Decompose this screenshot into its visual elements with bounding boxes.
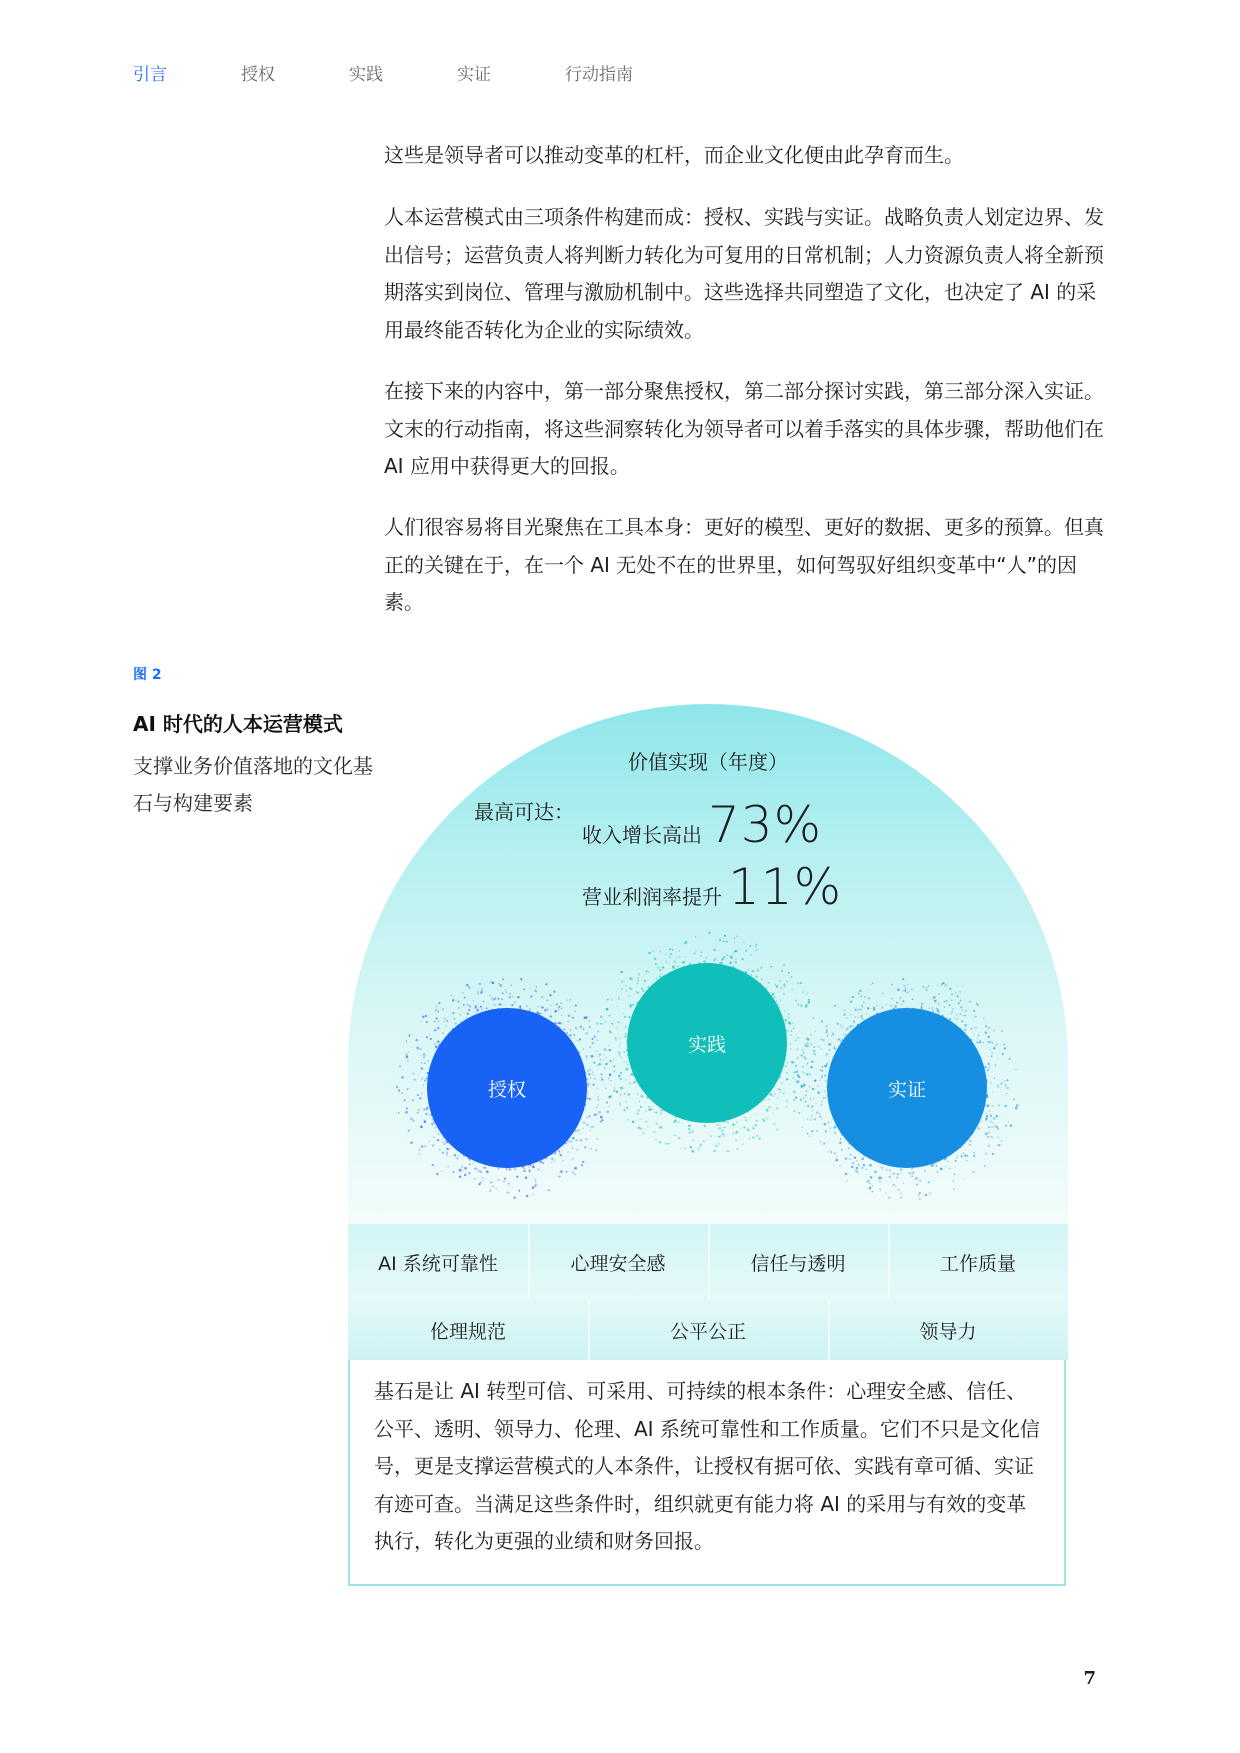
pillar-psychological-safety: 心理安全感 bbox=[528, 1224, 708, 1300]
circle-evidence: 实证 bbox=[827, 1008, 987, 1168]
metric-revenue bbox=[582, 796, 822, 854]
circle-practice: 实践 bbox=[627, 963, 787, 1123]
max-label: 最高可达： bbox=[474, 800, 574, 824]
foundation-note-text: 基石是让 AI 转型可信、可采用、可持续的根本条件：心理安全感、信任、公平、透明、领导力、伦理、AI 系统可靠性和工作质量。它们不只是文化信号，更是支撑运营模式的人本条件，让授权有据可依、实践有章可循、实证有迹可查。当满足这些条件时，组织就更有能力将 AI 的采用与有效的变革执行，转化为更强的业绩和财务回报。 bbox=[374, 1379, 1040, 1553]
nav-item-intro[interactable]: 引言 bbox=[133, 65, 167, 85]
figure-title: AI 时代的人本运营模式 bbox=[133, 712, 343, 736]
paragraph-3: 在接下来的内容中，第一部分聚焦授权，第二部分探讨实践，第三部分深入实证。文末的行动指南，将这些洞察转化为领导者可以着手落实的具体步骤，帮助他们在AI 应用中获得更大的回报。 bbox=[384, 379, 1104, 478]
metric-margin bbox=[582, 858, 842, 916]
paragraph-4: 人们很容易将目光聚焦在工具本身：更好的模型、更好的数据、更多的预算。但真正的关键在于，在一个 AI 无处不在的世界里，如何驾驭好组织变革中“人”的因素。 bbox=[384, 515, 1104, 614]
page-number: 7 bbox=[1083, 1668, 1096, 1689]
paragraph-2: 人本运营模式由三项条件构建而成：授权、实践与实证。战略负责人划定边界、发出信号；运营负责人将判断力转化为可复用的日常机制；人力资源负责人将全新预期落实到岗位、管理与激励机制中。这些选择共同塑造了文化，也决定了 AI 的采用最终能否转化为企业的实际绩效。 bbox=[384, 205, 1104, 342]
pillar-row-2 bbox=[348, 1300, 1068, 1360]
pillar-work-quality: 工作质量 bbox=[888, 1224, 1068, 1300]
figure-subtitle: 支撑业务价值落地的文化基石与构建要素 bbox=[133, 754, 373, 815]
metric-margin-label: 营业利润率提升 bbox=[582, 885, 722, 909]
pillar-leadership: 领导力 bbox=[828, 1300, 1068, 1360]
nav-item-evidence[interactable]: 实证 bbox=[457, 65, 491, 85]
pillar-ai-reliability: AI 系统可靠性 bbox=[378, 1252, 498, 1275]
nav-item-practice[interactable]: 实践 bbox=[349, 65, 383, 85]
circle-empowerment-group bbox=[394, 975, 620, 1201]
pillar-fairness: 公平公正 bbox=[588, 1300, 828, 1360]
metric-revenue-value: 73% bbox=[708, 796, 823, 854]
metric-revenue-label: 收入增长高出 bbox=[582, 823, 702, 847]
circle-empowerment: 授权 bbox=[427, 1008, 587, 1168]
pillar-row-1 bbox=[348, 1224, 1068, 1300]
paragraph-1: 这些是领导者可以推动变革的杠杆，而企业文化便由此孕育而生。 bbox=[384, 143, 964, 167]
pillar-ethics: 伦理规范 bbox=[429, 1320, 506, 1343]
circle-evidence-group bbox=[794, 975, 1020, 1201]
circle-practice-group bbox=[594, 930, 820, 1156]
pillar-trust-transparency: 信任与透明 bbox=[708, 1224, 888, 1300]
metric-margin-value: 11% bbox=[728, 858, 843, 916]
nav-item-action-guide[interactable]: 行动指南 bbox=[565, 65, 633, 85]
figure-label: 图 2 bbox=[133, 667, 162, 683]
nav-item-empowerment[interactable]: 授权 bbox=[241, 65, 275, 85]
value-title: 价值实现（年度） bbox=[628, 750, 788, 774]
